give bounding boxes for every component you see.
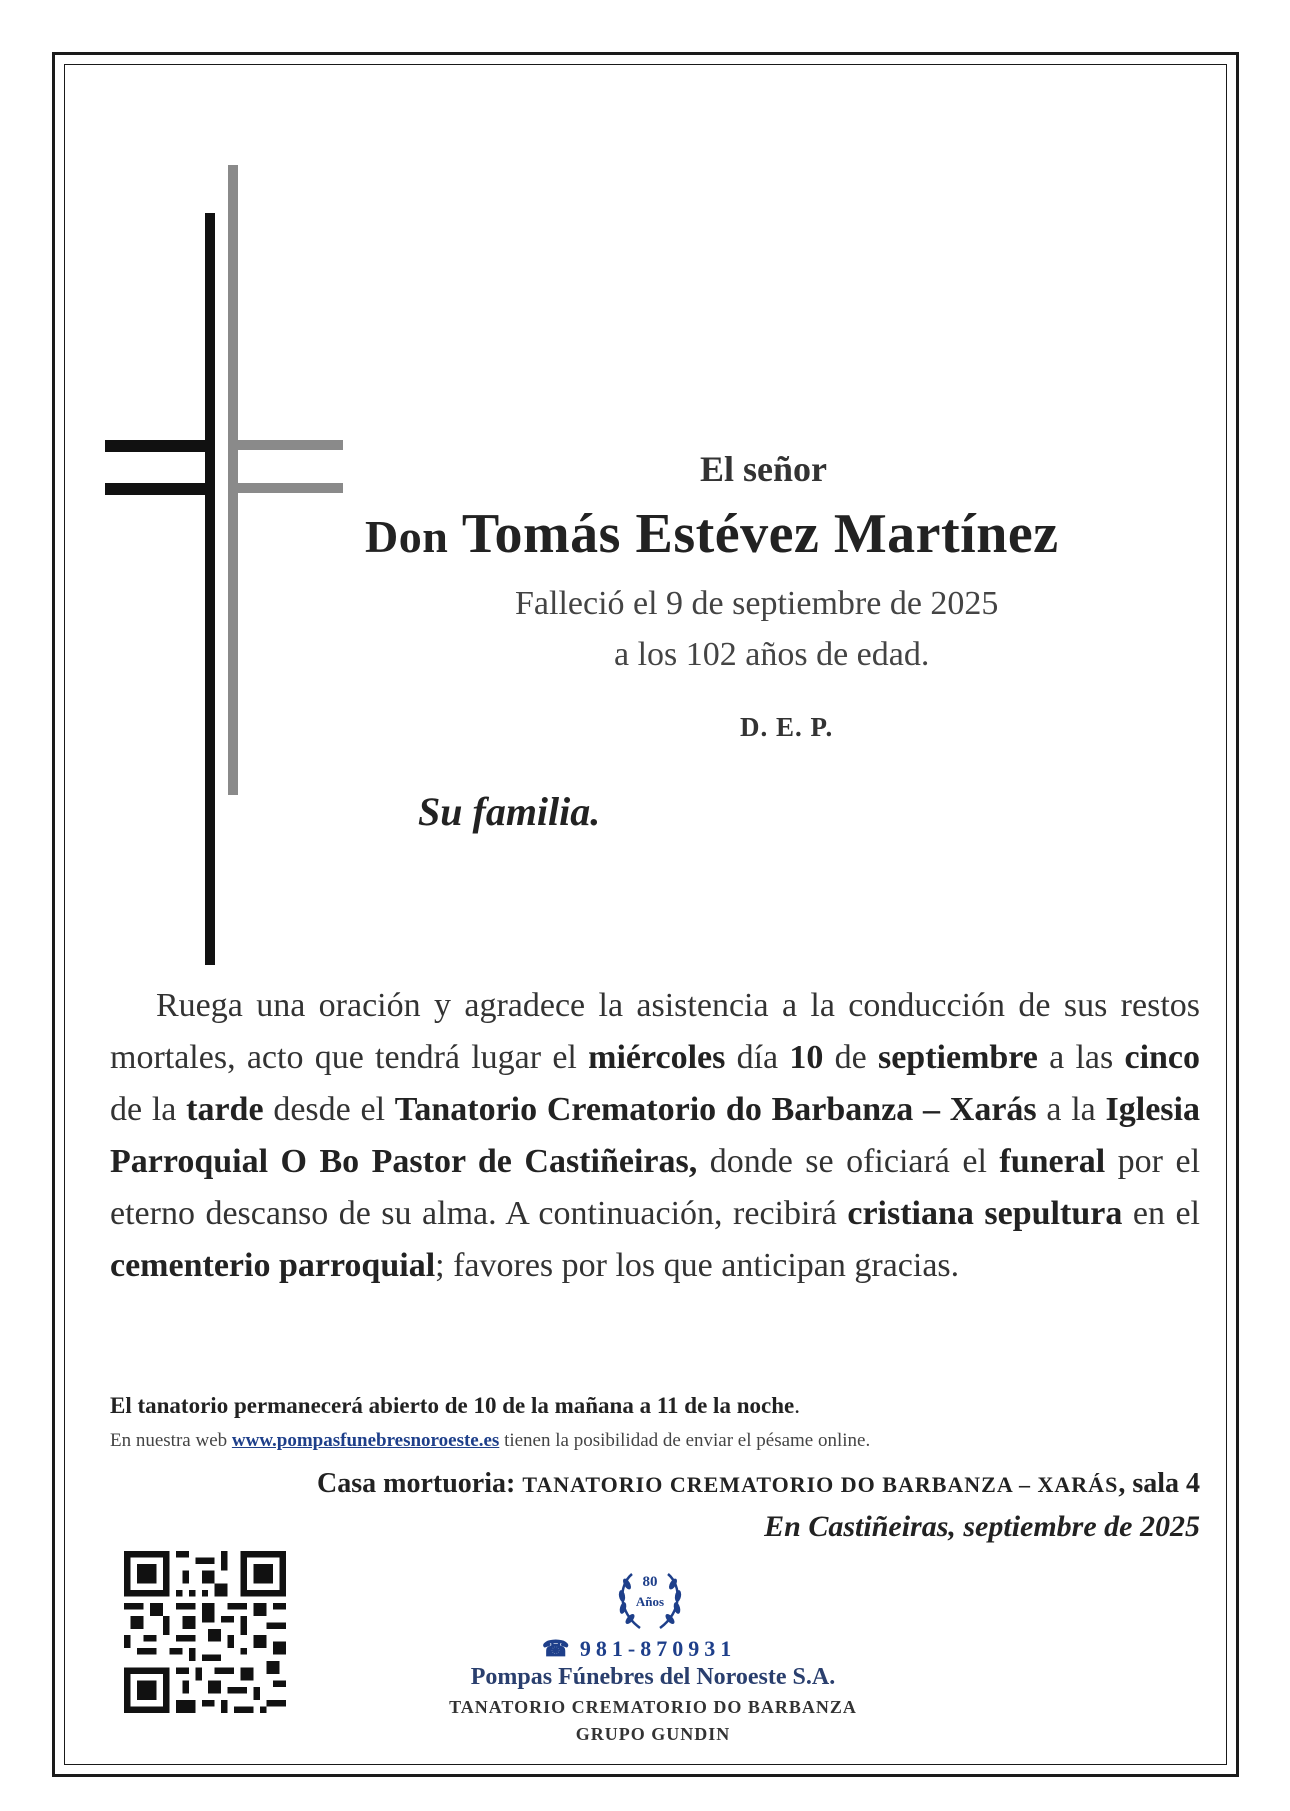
hours-text: El tanatorio permanecerá abierto de 10 de la mañana a 11 de la noche <box>110 1393 795 1418</box>
age-line: a los 102 años de edad. <box>614 636 930 673</box>
qr-code[interactable] <box>124 1551 286 1713</box>
body-bold: 10 <box>789 1039 824 1076</box>
body-text: a la <box>1036 1091 1106 1128</box>
body-bold: cementerio parroquial <box>110 1247 436 1284</box>
portrait-photo <box>680 128 900 428</box>
body-text: a las <box>1037 1039 1125 1076</box>
body-bold: cinco <box>1124 1039 1201 1076</box>
body-bold: Iglesia Parroquial O Bo Pastor de Castiñeiras, <box>110 1091 1200 1180</box>
web-suffix: tienen la posibilidad de enviar el pésame online. <box>499 1430 871 1451</box>
phone-number <box>542 1636 736 1662</box>
company-group: GRUPO GUNDIN <box>575 1724 731 1744</box>
place-date: En Castiñeiras, septiembre de 2025 <box>764 1510 1200 1543</box>
mortuary-label: Casa mortuoria: <box>317 1468 516 1499</box>
family-signature: Su familia. <box>418 789 601 834</box>
death-date: Falleció el 9 de septiembre de 2025 <box>515 585 999 622</box>
company-tanatorio: TANATORIO CREMATORIO DO BARBANZA <box>449 1697 857 1717</box>
body-text: por el eterno descanso de su alma. A continuación, recibirá <box>110 1143 1201 1232</box>
mortuary-place: TANATORIO CREMATORIO DO BARBANZA – XARÁS <box>522 1472 1119 1497</box>
body-text: ; favores por los que anticipan gracias. <box>435 1247 960 1284</box>
phone-icon: ☎ <box>542 1636 570 1661</box>
web-prefix: En nuestra web <box>110 1430 232 1451</box>
body-bold: funeral <box>999 1143 1106 1180</box>
deceased-name <box>365 502 1059 566</box>
mortuary-info <box>317 1468 1200 1500</box>
website-link[interactable]: www.pompasfunebresnoroeste.es <box>231 1430 500 1451</box>
body-text: Ruega una oración y agradece la asistencia a la conducción de sus restos mortales, acto que tendrá lugar el <box>110 987 1200 1076</box>
body-bold: tarde <box>186 1091 264 1128</box>
name-full: Tomás Estévez Martínez <box>461 503 1059 565</box>
mortuary-room: , sala 4 <box>1118 1468 1200 1499</box>
phone-text: 981-870931 <box>579 1636 737 1661</box>
body-bold: cristiana sepultura <box>847 1195 1123 1232</box>
body-bold: miércoles <box>588 1039 726 1076</box>
rip-text: D. E. P. <box>740 712 834 742</box>
cross-icon <box>100 165 350 965</box>
body-text: de la <box>110 1091 187 1128</box>
body-bold: Tanatorio Crematorio do Barbanza – Xarás <box>394 1091 1037 1128</box>
body-bold: septiembre <box>877 1039 1038 1076</box>
body-text: donde se oficiará el <box>697 1143 1000 1180</box>
body-text: desde el <box>263 1091 395 1128</box>
name-prefix: Don <box>365 511 449 562</box>
opening-hours <box>110 1393 800 1419</box>
hours-period: . <box>794 1393 800 1418</box>
body-text: en el <box>1122 1195 1200 1232</box>
web-notice <box>110 1430 870 1452</box>
body-text: de <box>823 1039 878 1076</box>
announcement-body <box>110 980 1200 1292</box>
company-name: Pompas Fúnebres del Noroeste S.A. <box>470 1664 836 1690</box>
body-text: día <box>725 1039 790 1076</box>
badge-text: Años <box>635 1594 665 1609</box>
badge-number: 80 <box>642 1574 658 1590</box>
intro-text: El señor <box>700 449 828 489</box>
